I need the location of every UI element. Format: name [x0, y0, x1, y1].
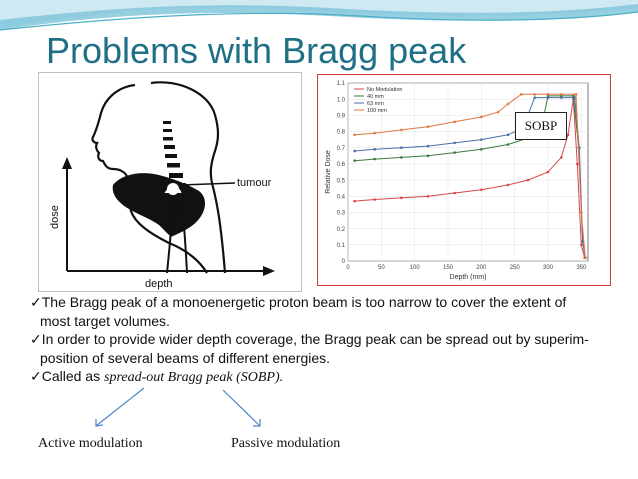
chart-y-tick-label: 0.9 — [336, 113, 345, 120]
bullet-1-line-2: most target volumes. — [40, 312, 170, 329]
chart-y-tick-label: 0.3 — [336, 210, 345, 217]
chart-point — [373, 158, 376, 161]
chart-x-tick-label: 350 — [576, 265, 587, 271]
chart-point — [520, 93, 523, 96]
chart-point — [480, 116, 483, 119]
chart-point — [453, 121, 456, 124]
chart-point — [507, 133, 510, 136]
chart-legend-label: 100 mm — [367, 108, 387, 114]
chart-x-axis-label: Depth (mm) — [449, 274, 487, 281]
chart-x-tick-label: 0 — [346, 265, 350, 271]
slide-title: Problems with Bragg peak — [46, 30, 467, 71]
chart-point — [533, 96, 536, 99]
branch-arrows — [80, 386, 280, 432]
chart-point — [507, 184, 510, 187]
arrow-left — [96, 388, 144, 426]
chart-point — [427, 125, 430, 128]
depth-axis-label: depth — [145, 278, 173, 290]
chart-y-tick-label: 0.7 — [336, 145, 345, 152]
passive-modulation-label: Passive modulation — [231, 436, 341, 451]
chart-point — [560, 93, 563, 96]
chart-point — [400, 146, 403, 149]
chart-y-tick-label: 1.0 — [336, 97, 345, 104]
chart-y-tick-label: 0.8 — [336, 129, 345, 136]
chart-point — [575, 93, 578, 96]
chart-point — [353, 200, 356, 203]
chart-point — [560, 156, 563, 159]
anatomy-diagram — [38, 72, 302, 292]
chart-point — [353, 150, 356, 153]
tumour-label: tumour — [237, 177, 272, 189]
chart-point — [576, 163, 579, 166]
chart-point — [427, 155, 430, 158]
chart-point — [584, 256, 587, 259]
chart-y-tick-label: 0.6 — [336, 162, 345, 169]
chart-x-tick-label: 100 — [409, 265, 420, 271]
chart-point — [547, 93, 550, 96]
chart-point — [567, 133, 570, 136]
depth-axis-arrow — [263, 266, 275, 276]
chart-point — [580, 211, 583, 214]
chart-y-tick-label: 0.1 — [336, 243, 345, 250]
chart-point — [453, 192, 456, 195]
chart-point — [373, 132, 376, 135]
chart-y-tick-label: 0.4 — [336, 194, 345, 201]
chart-x-tick-label: 300 — [542, 265, 554, 271]
chart-y-tick-label: 0.2 — [336, 226, 345, 233]
sobp-annotation: SOBP — [515, 112, 567, 140]
chart-legend-label: No Modulation — [367, 87, 403, 93]
bullet-2-line-2: position of several beams of different energies. — [40, 349, 331, 366]
chart-point — [427, 145, 430, 148]
chart-point — [573, 96, 576, 99]
chart-point — [400, 197, 403, 200]
chart-x-tick-label: 150 — [442, 265, 454, 271]
chart-point — [507, 143, 510, 146]
chart-point — [400, 156, 403, 159]
tissue-region — [113, 173, 205, 237]
chart-point — [547, 96, 550, 99]
chart-legend-label: 63 mm — [367, 101, 384, 107]
chart-y-tick-label: 0 — [341, 259, 345, 266]
chart-point — [580, 244, 583, 247]
arrow-right — [223, 390, 260, 426]
chart-y-tick-label: 1.1 — [336, 81, 345, 88]
chart-x-tick-label: 200 — [476, 265, 487, 271]
chart-x-tick-label: 50 — [377, 265, 385, 271]
chart-point — [480, 148, 483, 151]
chart-point — [427, 195, 430, 198]
bullet-3-prefix: ✓Called as — [30, 368, 104, 384]
chart-y-axis-label: Relative Dose — [325, 150, 332, 194]
chart-point — [480, 189, 483, 192]
chart-point — [400, 129, 403, 132]
chart-point — [453, 151, 456, 154]
chart-point — [353, 133, 356, 136]
chart-point — [560, 96, 563, 99]
chart-point — [480, 138, 483, 141]
chart-point — [373, 198, 376, 201]
chart-legend-label: 40 mm — [367, 94, 384, 100]
bragg-chart-frame — [317, 74, 611, 286]
chart-point — [547, 171, 550, 174]
dose-axis-arrow — [62, 157, 72, 169]
chart-point — [373, 148, 376, 151]
bullet-list — [30, 293, 636, 388]
chart-point — [527, 179, 530, 182]
chart-point — [507, 103, 510, 106]
chart-y-tick-label: 0.5 — [336, 178, 345, 185]
chart-point — [353, 159, 356, 162]
active-modulation-label: Active modulation — [38, 436, 143, 451]
bullet-3-emphasis: spread-out Bragg peak (SOBP). — [104, 370, 284, 385]
chart-point — [533, 93, 536, 96]
chart-point — [497, 111, 500, 114]
dose-axis-label: dose — [49, 205, 61, 229]
bullet-1-line-1: ✓The Bragg peak of a monoenergetic proton beam is too narrow to cover the extent of — [30, 294, 567, 310]
bullet-2-line-1: ✓In order to provide wider depth coverage, the Bragg peak can be spread out by superim- — [30, 331, 589, 347]
tumour-pointer — [181, 183, 235, 185]
bullet-3 — [30, 367, 636, 388]
chart-x-tick-label: 250 — [509, 265, 520, 271]
bragg-chart — [318, 75, 610, 285]
chart-point — [453, 142, 456, 145]
